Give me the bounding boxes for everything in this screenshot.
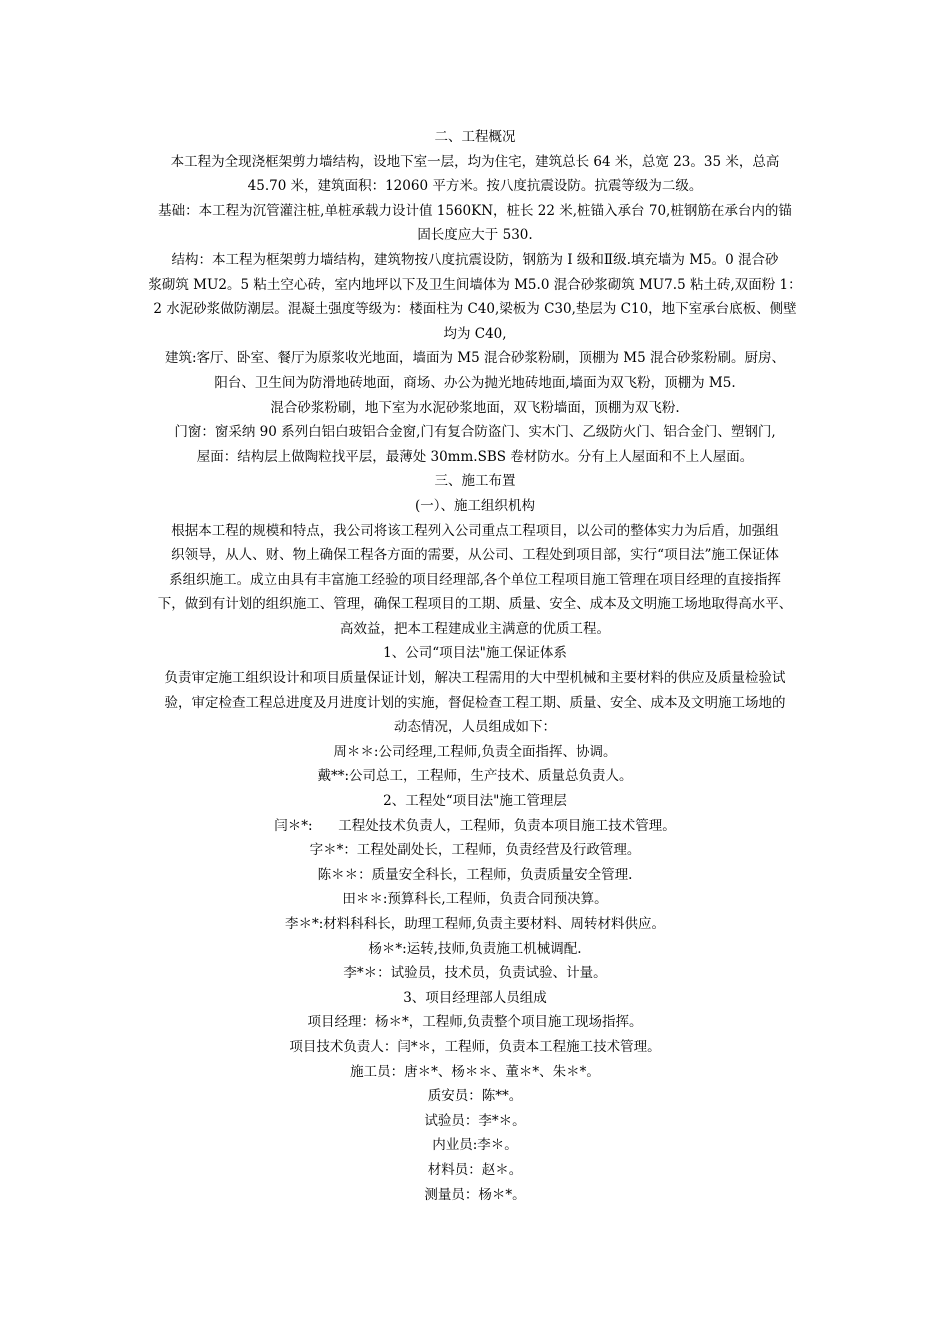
text-line: 根据本工程的规模和特点，我公司将该工程列入公司重点工程项目，以公司的整体实力为后盾，加强组 xyxy=(171,522,779,539)
text-line: 下，做到有计划的组织施工、管理，确保工程项目的工期、质量、安全、成本及文明施工场地取得高水平、 xyxy=(157,596,793,613)
personnel-line: 施工员：唐＊*、杨＊＊、董＊*、朱＊*。 xyxy=(350,1063,600,1080)
personnel-line: 李＊*:材料科科长，助理工程师,负责主要材料、周转材料供应。 xyxy=(284,916,666,932)
subsection-heading: 3、项目经理部人员组成 xyxy=(403,989,547,1006)
text-line: 系组织施工。成立由具有丰富施工经验的项目经理部,各个单位工程项目施工管理在项目经理的直接指挥 xyxy=(169,571,781,588)
personnel-line: 周＊＊:公司经理,工程师,负责全面指挥、协调。 xyxy=(333,743,617,760)
text-line: 验，审定检查工程总进度及月进度计划的实施，督促检查工程工期、质量、安全、成本及文明施工场地的 xyxy=(164,694,786,711)
personnel-line: 杨＊*:运转,技师,负责施工机械调配. xyxy=(368,940,582,957)
text-line: 高效益，把本工程建成业主满意的优质工程。 xyxy=(340,620,610,637)
personnel-line: 项目技术负责人：闫*＊，工程师，负责本工程施工技术管理。 xyxy=(289,1038,661,1055)
subsection-heading: 1、公司“项目法"施工保证体系 xyxy=(383,645,567,662)
text-line: 基础：本工程为沉管灌注桩,单桩承载力设计值 1560KN，桩长 22 米,桩锚入承台 70,桩钢筋在承台内的锚 xyxy=(158,202,792,219)
text-line: 门窗：窗采纳 90 系列白铝白玻铝合金窗,门有复合防盗门、实木门、乙级防火门、铝合金门、塑钢门, xyxy=(174,424,776,441)
text-line: 2 水泥砂浆做防潮层。混凝土强度等级为：楼面柱为 C40,梁板为 C30,垫层为 C10，地下室承台底板、侧壁 xyxy=(153,301,797,318)
text-line: 建筑:客厅、卧室、餐厅为原浆收光地面，墙面为 M5 混合砂浆粉刷，顶棚为 M5 混合砂浆粉刷。厨房、 xyxy=(164,350,786,367)
document-page xyxy=(140,125,810,1207)
personnel-line: 内业员:李＊。 xyxy=(432,1137,518,1154)
text-line: 浆砌筑 MU2。5 粘土空心砖，室内地坪以下及卫生间墙体为 M5.0 混合砂浆砌筑 MU7.5 粘土砖,双面粉 1： xyxy=(148,276,802,293)
personnel-line: 田＊＊:预算科长,工程师，负责合同预决算。 xyxy=(342,891,608,908)
text-line: 本工程为全现浇框架剪力墙结构，设地下室一层，均为住宅，建筑总长 64 米，总宽 23。35 米，总高 xyxy=(170,153,780,170)
personnel-line: 项目经理：杨＊*，工程师,负责整个项目施工现场指挥。 xyxy=(307,1014,643,1031)
section-heading: 三、施工布置 xyxy=(434,473,516,490)
text-line: 结构：本工程为框架剪力墙结构，建筑物按八度抗震设防，钢筋为 I 级和Ⅱ级.填充墙为 M5。0 混合砂 xyxy=(171,251,779,268)
personnel-line: 李*＊：试验员，技术员，负责试验、计量。 xyxy=(343,965,607,982)
text-line: 织领导，从人、财、物上确保工程各方面的需要，从公司、工程处到项目部，实行“项目法”施工保证体 xyxy=(171,547,779,564)
subsection-heading: (一）、施工组织机构 xyxy=(414,497,536,514)
personnel-line: 字＊*：工程处副处长，工程师，负责经营及行政管理。 xyxy=(309,842,641,859)
personnel-line: 陈＊＊：质量安全科长，工程师，负责质量安全管理. xyxy=(317,866,633,883)
personnel-line: 材料员：赵＊。 xyxy=(427,1161,523,1178)
personnel-line: 戴**:公司总工，工程师，生产技术、质量总负责人。 xyxy=(317,768,633,785)
section-heading: 二、工程概况 xyxy=(434,129,516,145)
text-line: 阳台、卫生间为防滑地砖地面，商场、办公为抛光地砖地面,墙面为双飞粉，顶棚为 M5. xyxy=(214,374,736,391)
personnel-line: 质安员：陈**。 xyxy=(427,1088,523,1105)
text-line: 均为 C40, xyxy=(443,325,507,342)
text-line: 固长度应大于 530. xyxy=(417,227,533,244)
personnel-line: 试验员：李*＊。 xyxy=(424,1112,526,1129)
text-line: 屋面：结构层上做陶粒找平层，最薄处 30mm.SBS 卷材防水。分有上人屋面和不上人屋面。 xyxy=(196,448,754,465)
text-line: 45.70 米，建筑面积：12060 平方米。按八度抗震设防。抗震等级为二级。 xyxy=(247,178,703,195)
personnel-line: 测量员：杨＊*。 xyxy=(424,1186,526,1203)
text-line: 混合砂浆粉刷，地下室为水泥砂浆地面，双飞粉墙面，顶棚为双飞粉. xyxy=(270,399,680,416)
personnel-line: 闫＊*: 工程处技术负责人，工程师，负责本项目施工技术管理。 xyxy=(274,817,676,834)
text-line: 动态情况，人员组成如下： xyxy=(394,719,556,736)
text-line: 负责审定施工组织设计和项目质量保证计划，解决工程需用的大中型机械和主要材料的供应及质量检验试 xyxy=(164,670,786,687)
subsection-heading: 2、工程处“项目法"施工管理层 xyxy=(383,793,567,810)
